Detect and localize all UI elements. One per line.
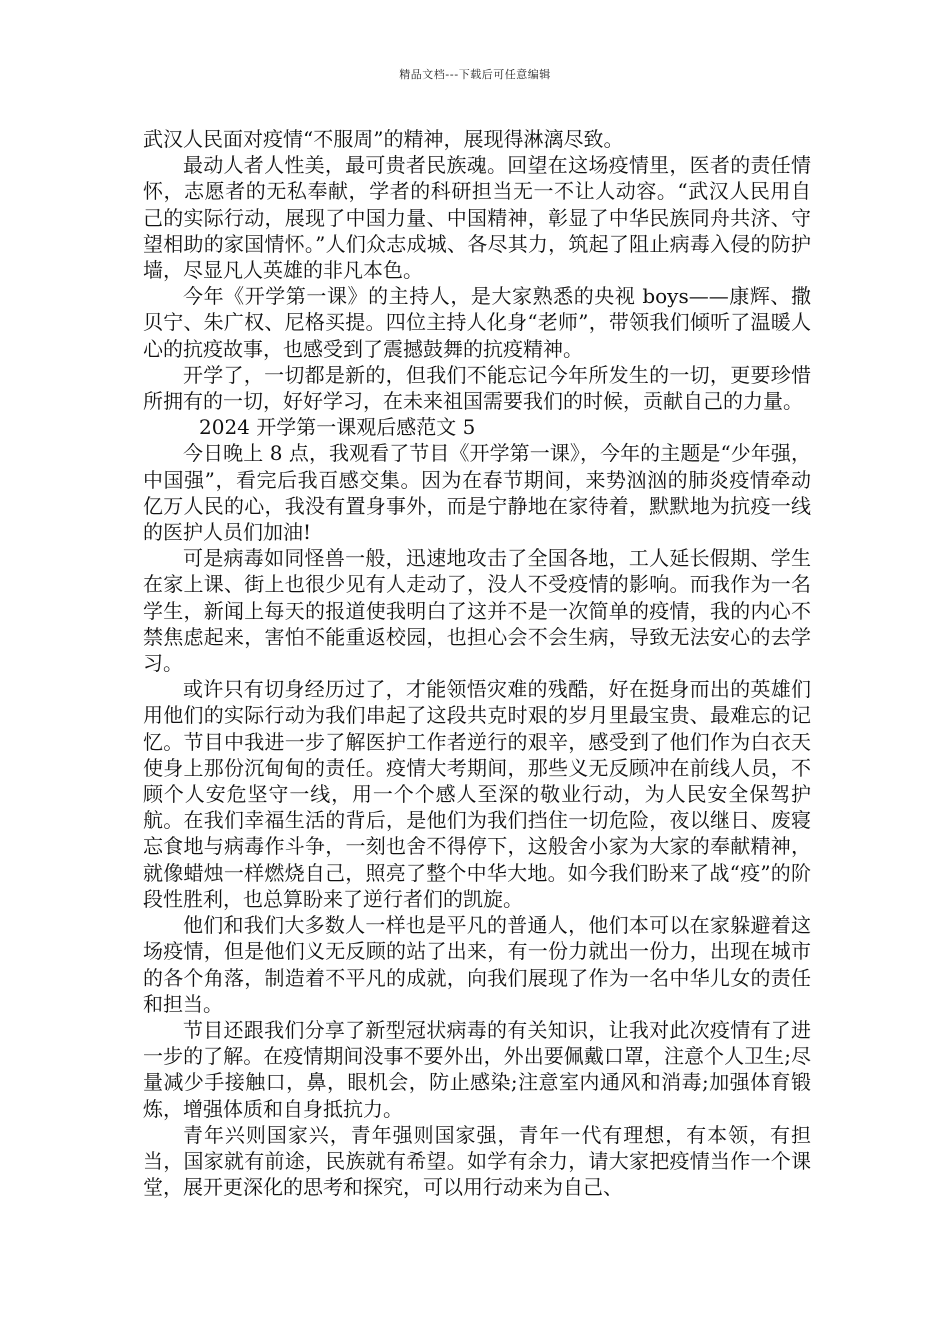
paragraph: 青年兴则国家兴，青年强则国家强，青年一代有理想，有本领，有担当，国家就有前途，民族就有希望。如学有余力，请大家把疫情当作一个课堂，展开更深化的思考和探究，可以用行动来为自己、	[143, 1122, 811, 1200]
document-body	[143, 126, 811, 1200]
paragraph: 他们和我们大多数人一样也是平凡的普通人，他们本可以在家躲避着这场疫情，但是他们义无反顾的站了出来，有一份力就出一份力，出现在城市的各个角落，制造着不平凡的成就，向我们展现了作为一名中华儿女的责任和担当。	[143, 913, 811, 1016]
paragraph: 今年《开学第一课》的主持人，是大家熟悉的央视 boys——康辉、撒贝宁、朱广权、尼格买提。四位主持人化身“老师”，带领我们倾听了温暖人心的抗疫故事，也感受到了震撼鼓舞的抗疫精神。	[143, 284, 811, 361]
paragraph: 或许只有切身经历过了，才能领悟灾难的残酷，好在挺身而出的英雄们用他们的实际行动为我们串起了这段共克时艰的岁月里最宝贵、最难忘的记忆。节目中我进一步了解医护工作者逆行的艰辛，感受到了他们作为白衣天使身上那份沉甸甸的责任。疫情大考期间，那些义无反顾冲在前线人员，不顾个人安危坚守一线，用一个个感人至深的敬业行动，为人民安全保驾护航。在我们幸福生活的背后，是他们为我们挡住一切危险，夜以继日、废寝忘食地与病毒作斗争，一刻也舍不得停下，这般舍小家为大家的奉献精神，就像蜡烛一样燃烧自己，照亮了整个中华大地。如今我们盼来了战“疫”的阶段性胜利，也总算盼来了逆行者们的凯旋。	[143, 677, 811, 911]
paragraph-continuation: 武汉人民面对疫情“不服周”的精神，展现得淋漓尽致。	[143, 127, 624, 151]
paragraph: 今日晚上 8 点，我观看了节目《开学第一课》，今年的主题是“少年强，中国强”，看完后我百感交集。因为在春节期间，来势汹汹的肺炎疫情牵动亿万人民的心，我没有置身事外，而是宁静地在家待着，默默地为抗疫一线的医护人员们加油!	[143, 441, 811, 545]
paragraph: 节目还跟我们分享了新型冠状病毒的有关知识，让我对此次疫情有了进一步的了解。在疫情期间没事不要外出，外出要佩戴口罩，注意个人卫生;尽量减少手接触口，鼻，眼机会，防止感染;注意室内通风和消毒;加强体育锻炼，增强体质和自身抵抗力。	[143, 1017, 811, 1121]
paragraph: 最动人者人性美，最可贵者民族魂。回望在这场疫情里，医者的责任情怀，志愿者的无私奉献，学者的科研担当无一不让人动容。“武汉人民用自己的实际行动，展现了中国力量、中国精神，彰显了中华民族同舟共济、守望相助的家国情怀。”人们众志成城、各尽其力，筑起了阻止病毒入侵的防护墙，尽显凡人英雄的非凡本色。	[143, 153, 811, 283]
paragraph: 开学了，一切都是新的，但我们不能忘记今年所发生的一切，更要珍惜所拥有的一切，好好学习，在未来祖国需要我们的时候，贡献自己的力量。	[143, 362, 811, 414]
paragraph: 可是病毒如同怪兽一般，迅速地攻击了全国各地，工人延长假期、学生在家上课、街上也很少见有人走动了，没人不受疫情的影响。而我作为一名学生，新闻上每天的报道使我明白了这并不是一次简单的疫情，我的内心不禁焦虑起来，害怕不能重返校园，也担心会不会生病，导致无法安心的去学习。	[143, 546, 811, 676]
page-header: 精品文档---下载后可任意编辑	[399, 68, 551, 81]
section-heading: 2024 开学第一课观后感范文 5	[199, 415, 476, 440]
